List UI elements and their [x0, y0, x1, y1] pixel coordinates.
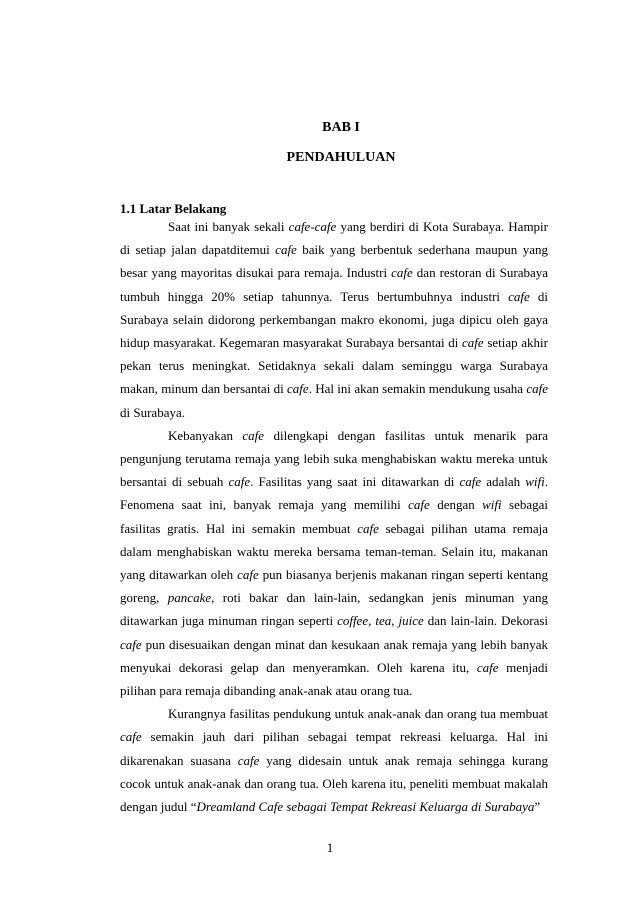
italic-term: Dreamland Cafe sebagai Tempat Rekreasi Keluarga di Surabaya	[196, 799, 535, 815]
italic-term: cafe-cafe	[288, 219, 337, 234]
text-run: dan lain-lain. Dekorasi	[423, 613, 549, 629]
text-run: sebagai fasilitas gratis. Hal ini semakin membuat	[120, 497, 549, 536]
italic-term: coffee	[337, 613, 369, 629]
italic-term: juice	[398, 613, 424, 629]
chapter-heading: BAB I	[322, 120, 360, 135]
body-text	[120, 215, 548, 818]
italic-term: cafe	[462, 335, 484, 351]
text-run: pun biasanya berjenis makanan ringan seperti kentang goreng,	[120, 567, 548, 606]
text-run: . Fenomena saat ini, banyak remaja yang memilihi	[120, 474, 548, 513]
text-run: ,	[391, 613, 399, 629]
italic-term: cafe	[228, 474, 251, 490]
text-run: yang didesain untuk anak remaja sehingga kurang cocok untuk anak-anak dan orang tua. Oleh karena itu, peneliti membuat makalah dengan judul “	[120, 752, 549, 815]
text-run: adalah	[481, 474, 526, 490]
text-run: semakin jauh dari pilihan sebagai tempat rekreasi keluarga. Hal ini dikarenakan suasana	[120, 729, 548, 768]
text-run: baik yang berbentuk sederhana maupun yang besar yang mayoritas disukai para remaja. Industri	[120, 242, 548, 281]
text-run: ”	[534, 799, 541, 815]
italic-term: cafe	[526, 381, 549, 397]
text-run: menjadi pilihan para remaja dibanding anak-anak atau orang tua.	[120, 659, 548, 699]
italic-term: cafe	[275, 242, 297, 258]
italic-term: cafe	[357, 520, 379, 536]
italic-term: cafe	[459, 474, 482, 490]
italic-term: wifi	[525, 474, 545, 490]
text-run: sebagai pilihan utama remaja dalam menghabiskan waktu mereka bersama teman-teman. Selain itu, makanan yang ditawarkan oleh	[120, 520, 549, 583]
italic-term: cafe	[120, 636, 142, 652]
italic-term: cafe	[242, 427, 265, 443]
italic-term: cafe	[408, 497, 430, 513]
chapter-title: PENDAHULUAN	[286, 150, 396, 165]
text-run: . Hal ini akan semakin mendukung usaha	[308, 381, 527, 397]
italic-term: cafe	[120, 729, 142, 745]
italic-term: cafe	[391, 265, 413, 281]
italic-term: pancake	[167, 590, 212, 606]
text-run: . Fasilitas yang saat ini ditawarkan di	[250, 474, 460, 490]
text-run: di Surabaya selain didorong perkembangan makro ekonomi, juga dipicu oleh gaya hidup masyarakat. Kegemaran masyarakat Surabaya bersantai di	[120, 288, 548, 351]
text-run: , roti bakar dan lain-lain, sedangkan jenis minuman yang ditawarkan juga minuman ringan seperti	[120, 590, 548, 629]
text-run: Kebanyakan	[168, 427, 243, 443]
text-run: di Surabaya.	[120, 404, 185, 420]
text-run: Kurangnya fasilitas pendukung untuk anak-anak dan orang tua membuat	[168, 706, 548, 722]
italic-term: wifi	[482, 497, 502, 513]
italic-term: cafe	[508, 288, 530, 304]
paragraph	[120, 424, 548, 702]
italic-term: cafe	[237, 567, 259, 583]
text-run: dan restoran di Surabaya tumbuh hingga 20% setiap tahunnya. Terus bertumbuhnya industri	[120, 265, 549, 304]
paragraph	[120, 702, 548, 818]
page-number: 1	[326, 840, 334, 855]
text-run: pun disesuaikan dengan minat dan kesukaan anak remaja yang lebih banyak menyukai dekorasi gelap dan menyeramkan. Oleh karena itu,	[120, 636, 548, 675]
text-run: Saat ini banyak sekali	[168, 219, 289, 234]
text-run: dilengkapi dengan fasilitas untuk menarik para pengunjung terutama remaja yang lebih suka menghabiskan waktu mereka untuk bersantai di sebuah	[120, 427, 548, 490]
italic-term: cafe	[476, 659, 499, 675]
text-run: setiap akhir pekan terus meningkat. Setidaknya sekali dalam seminggu warga Surabaya makan, minum dan bersantai di	[120, 335, 548, 397]
text-run: ,	[368, 613, 376, 629]
paragraph	[120, 215, 548, 424]
text-run: dengan	[429, 497, 483, 513]
italic-term: tea	[375, 613, 392, 629]
text-run: yang berdiri di Kota Surabaya. Hampir di setiap jalan dapatditemui	[120, 219, 548, 258]
italic-term: cafe	[287, 381, 309, 397]
italic-term: cafe	[237, 752, 260, 768]
section-heading: 1.1 Latar Belakang	[120, 201, 227, 216]
